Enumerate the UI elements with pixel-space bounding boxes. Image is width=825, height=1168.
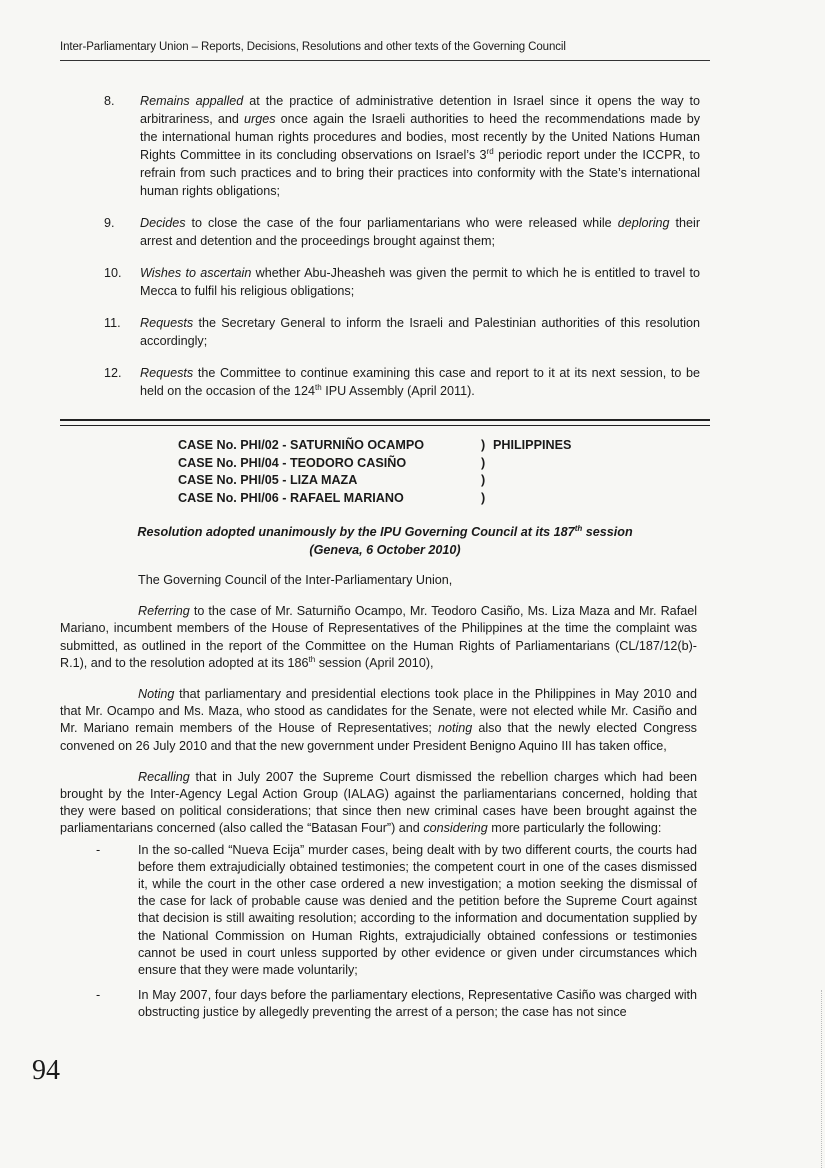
paragraph-recalling: Recalling that in July 2007 the Supreme Court dismissed the rebellion charges which had been brought by the Inter-Agency Legal Action Group (IALAG) against the parliamentarians concerned, holding that they were based on political considerations; that since then new criminal cases have been brought against the parliamentarians concerned (also called the “Batasan Four”) and considering more particularly the following: <box>60 769 697 836</box>
page-number: 94 <box>32 1055 60 1086</box>
opening-line: The Governing Council of the Inter-Parliamentary Union, <box>138 573 453 587</box>
paragraph-lead: Remains appalled <box>140 94 244 108</box>
case-row: CASE No. PHI/05 - LIZA MAZA ) <box>178 472 638 490</box>
running-header: Inter-Parliamentary Union – Reports, Decisions, Resolutions and other texts of the Governing Council <box>60 41 566 53</box>
case-list <box>178 437 638 507</box>
paragraph-number: 11. <box>104 316 121 330</box>
paragraph-lead: Requests <box>140 316 194 330</box>
paragraph-lead: Decides <box>140 216 186 230</box>
paragraph-lead: Requests <box>140 366 194 380</box>
case-row: CASE No. PHI/06 - RAFAEL MARIANO ) <box>178 490 638 508</box>
case-name: CASE No. PHI/02 - SATURNIÑO OCAMPO <box>178 438 425 452</box>
case-country: PHILIPPINES <box>493 438 572 452</box>
paragraph-number: 12. <box>104 366 122 380</box>
case-row: CASE No. PHI/04 - TEODORO CASIÑO ) <box>178 455 638 473</box>
header-rule <box>60 60 710 61</box>
paragraph-number: 10. <box>104 266 122 280</box>
resolution-body <box>60 572 697 1030</box>
paragraph-number: 9. <box>104 216 115 230</box>
list-item: - In May 2007, four days before the parliamentary elections, Representative Casiño was charged with obstructing justice by allegedly preventing the arrest of a person; the case has not since <box>96 988 697 1020</box>
scan-edge <box>821 990 823 1168</box>
section-divider <box>60 419 710 426</box>
numbered-paragraphs <box>60 92 700 414</box>
case-name: CASE No. PHI/06 - RAFAEL MARIANO <box>178 490 404 505</box>
case-row: CASE No. PHI/02 - SATURNIÑO OCAMPO ) PHILIPPINES <box>178 437 638 455</box>
paragraph-lead: Wishes to ascertain <box>140 266 252 280</box>
paragraph-12: 12. Requests the Committee to continue examining this case and report to it at its next session, to be held on the occasion of the 124th IPU Assembly (April 2011). <box>104 366 700 398</box>
paragraph-11: 11. Requests the Secretary General to inform the Israeli and Palestinian authorities of this resolution accordingly; <box>104 316 700 348</box>
list-item: - In the so-called “Nueva Ecija” murder cases, being dealt with by two different courts, the courts had before them extrajudicially obtained testimonies; the competent court in one of the cases dismissed it, while the court in the other case ordered a new investigation; a motion seeking the dismissal of the case for lack of probable cause was denied and the petition before the Supreme Court against that decision is still awaiting resolution; according to the information and documentation supplied by the National Commission on Human Rights, extrajudicially obtained confessions or testimonies cannot be used in court unless supported by other evidence or given under circumstances which ensure that they were made voluntarily; <box>96 842 697 978</box>
case-name: CASE No. PHI/05 - LIZA MAZA <box>178 473 358 487</box>
resolution-title: Resolution adopted unanimously by the IPU Governing Council at its 187th session (Geneva, 6 October 2010) <box>137 523 633 557</box>
case-name: CASE No. PHI/04 - TEODORO CASIÑO <box>178 455 407 470</box>
paragraph-9: 9. Decides to close the case of the four parliamentarians who were released while deploring their arrest and detention and the proceedings brought against them; <box>104 216 701 248</box>
paragraph-10: 10. Wishes to ascertain whether Abu-Jheasheh was given the permit to which he is entitled to travel to Mecca to fulfil his religious obligations; <box>104 266 701 298</box>
paragraph-referring: Referring to the case of Mr. Saturniño Ocampo, Mr. Teodoro Casiño, Ms. Liza Maza and Mr. Rafael Mariano, incumbent members of the House of Representatives of the Philippines at the time the complaint was submitted, as outlined in the report of the Committee on the Human Rights of Parliamentarians (CL/187/12(b)-R.1), and to the resolution adopted at its 186th session (April 2010), <box>60 604 697 670</box>
paragraph-8: 8. Remains appalled at the practice of administrative detention in Israel since it opens the way to arbitrariness, and urges once again the Israeli authorities to heed the recommendations made by the international human rights procedures and bodies, most recently by the United Nations Human Rights Committee in its concluding observations on Israel’s 3rd periodic report under the ICCPR, to refrain from such practices and to bring their practices into conformity with the State’s international human rights obligations; <box>104 94 701 198</box>
paragraph-number: 8. <box>104 94 115 108</box>
paragraph-noting: Noting that parliamentary and presidential elections took place in the Philippines in May 2010 and that Mr. Ocampo and Ms. Maza, who stood as candidates for the Senate, were not elected while Mr. Casiño and Mr. Mariano remain members of the House of Representatives; noting also that the newly elected Congress convened on 26 July 2010 and that the new government under President Benigno Aquino III has taken office, <box>60 687 697 753</box>
